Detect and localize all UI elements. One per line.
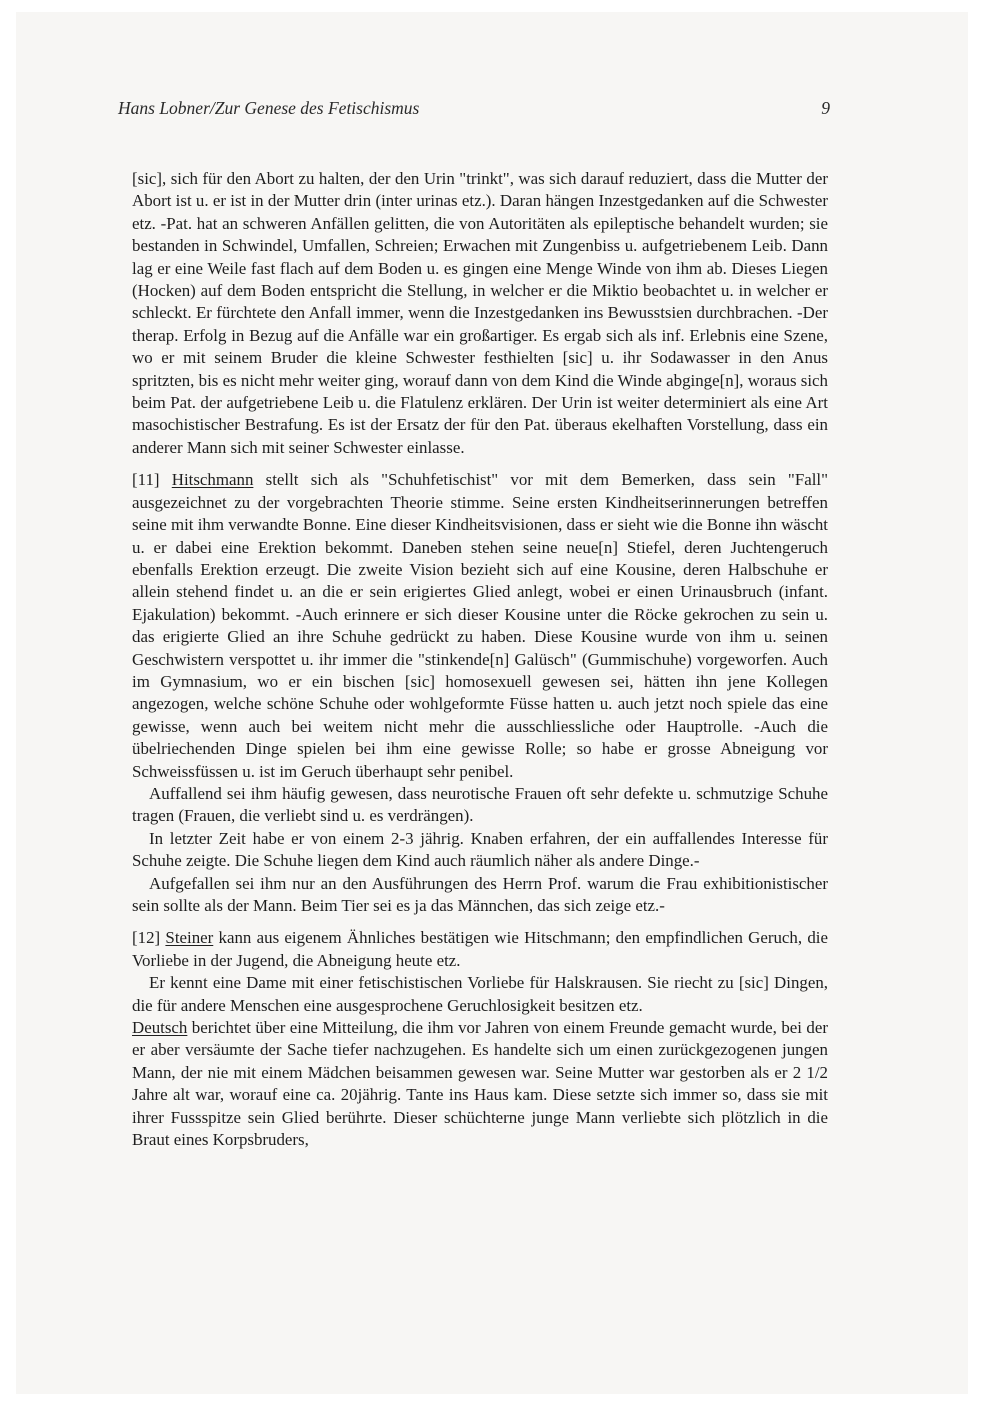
- entry-number: [12]: [132, 928, 161, 948]
- paragraph: In letzter Zeit habe er von einem 2-3 jährig. Knaben erfahren, der ein auffallendes Interesse für Schuhe zeigte. Die Schuhe liegen dem Kind auch räumlich näher als andere Dinge.-: [132, 828, 828, 871]
- paragraph: Auffallend sei ihm häufig gewesen, dass neurotische Frauen oft sehr defekte u. schmutzige Schuhe tragen (Frauen, die verliebt sind u. es verdrängen).: [132, 783, 828, 826]
- paragraph: Er kennt eine Dame mit einer fetischistischen Vorliebe für Halskrausen. Sie riecht zu [sic] Dingen, die für andere Menschen eine ausgesprochene Geruchlosigkeit besitzen etz.: [132, 973, 828, 1015]
- speaker-name: Deutsch: [132, 1018, 188, 1038]
- speaker-name: Steiner: [165, 928, 214, 948]
- paragraph: Deutsch berichtet über eine Mitteilung, die ihm vor Jahren von einem Freunde gemacht wurde, bei der er aber versäumte der Sache tiefer nachzugehen. Es handelte sich um einen zurückgezogenen jungen Mann, der nie mit einem Mädchen beisammen gewesen war. Seine Mutter war gestorben als er 2 1/2 Jahre alt war, worauf eine ca. 20jährig. Tante ins Haus kam. Diese setzte sich immer so, dass sie mit ihrer Fussspitze sein Glied berührte. Dieser schüchterne junge Mann verliebte sich plötzlich in die Braut eines Korpsbruders,: [132, 1018, 828, 1150]
- paragraph-entry-12: [12] Steiner kann aus eigenem Ähnliches bestätigen wie Hitschmann; den empfindlichen Geruch, die Vorliebe in der Jugend, die Abneigung heute etz.: [132, 928, 828, 970]
- entry-number: [11]: [132, 470, 160, 490]
- running-title: Hans Lobner/Zur Genese des Fetischismus: [118, 98, 420, 118]
- page-number: 9: [821, 98, 830, 118]
- running-header: [118, 98, 830, 119]
- paragraph: [sic], sich für den Abort zu halten, der den Urin "trinkt", was sich darauf reduziert, dass die Mutter der Abort ist u. er ist in der Mutter drin (inter urinas etz.). Daran hängen Inzestgedanken auf die Schwester etz. -Pat. hat an schweren Anfällen gelitten, die von Autoritäten als epileptische behandelt wurden; sie bestanden in Schwindel, Umfallen, Schreien; Erwachen mit Zungenbiss u. aufgetriebenem Leib. Dann lag er eine Weile fast flach auf dem Boden u. es gingen eine Menge Winde von ihm ab. Dieses Liegen (Hocken) auf dem Boden entspricht die Stellung, in welcher er die Miktio beobachtet u. in welcher er schleckt. Er fürchtete den Anfall immer, wenn die Inzestgedanken ins Bewusstsien durchbrachen. -Der therap. Erfolg in Bezug auf die Anfälle war ein großartiger. Es ergab sich als inf. Erlebnis eine Szene, wo er mit seinem Bruder die kleine Schwester festhielten [sic] u. ihr Sodawasser in den Anus spritzten, bis es nicht mehr weiter ging, worauf dann von dem Kind die Winde abginge[n], woraus sich beim Pat. der aufgetriebene Leib u. die Flatulenz erklären. Der Urin ist weiter determiniert als eine Art masochistischer Bestrafung. Es ist der Ersatz der für den Pat. überaus ekelhaften Vorstellung, dass ein anderer Mann sich mit seiner Schwester einlasse.: [132, 169, 828, 457]
- paragraph-entry-11: [11] Hitschmann stellt sich als "Schuhfetischist" vor mit dem Bemerken, dass sein "Fall" ausgezeichnet zu der vorgebrachten Theorie stimme. Seine ersten Kindheitserinnerungen betreffen seine mit ihm verwandte Bonne. Eine dieser Kindheitsvisionen, dass er sieht wie die Bonne ihn wäscht u. er dabei eine Erektion bekommt. Daneben stehen seine neue[n] Stiefel, deren Juchtengeruch ebenfalls Erektion erzeugt. Die zweite Vision bezieht sich auf eine Kousine, deren Halbschuhe er allein stehend findet u. an die er sein erigiertes Glied anlegt, wobei er einen Urinausbruch (infant. Ejakulation) bekommt. -Auch erinnere er sich dieser Kousine unter die Röcke gekrochen zu sein u. das erigierte Glied an ihre Schuhe gedrückt zu haben. Diese Kousine wurde von ihm u. seinen Geschwistern verspottet u. ihr immer die "stinkende[n] Galüsch" (Gummischuhe) vorgeworfen. Auch im Gymnasium, wo er ein bischen [sic] homosexuell gewesen sei, hätten ihn jene Kollegen angezogen, welche schöne Schuhe oder wohlgeformte Füsse hatten u. auch jetzt noch spiele das eine gewisse, wenn auch bei weitem nicht mehr die ausschliessliche oder Hauptrolle. -Auch die übelriechenden Dinge spielen bei ihm eine gewisse Rolle; so habe er grosse Abneigung vor Schweissfüssen u. ist im Geruch überhaupt sehr penibel.: [132, 470, 828, 781]
- body-text: [132, 168, 828, 1151]
- paragraph: Aufgefallen sei ihm nur an den Ausführungen des Herrn Prof. warum die Frau exhibitionistischer sein sollte als der Mann. Beim Tier sei es ja das Männchen, das sich zeige etz.-: [132, 873, 828, 915]
- speaker-name: Hitschmann: [171, 470, 254, 490]
